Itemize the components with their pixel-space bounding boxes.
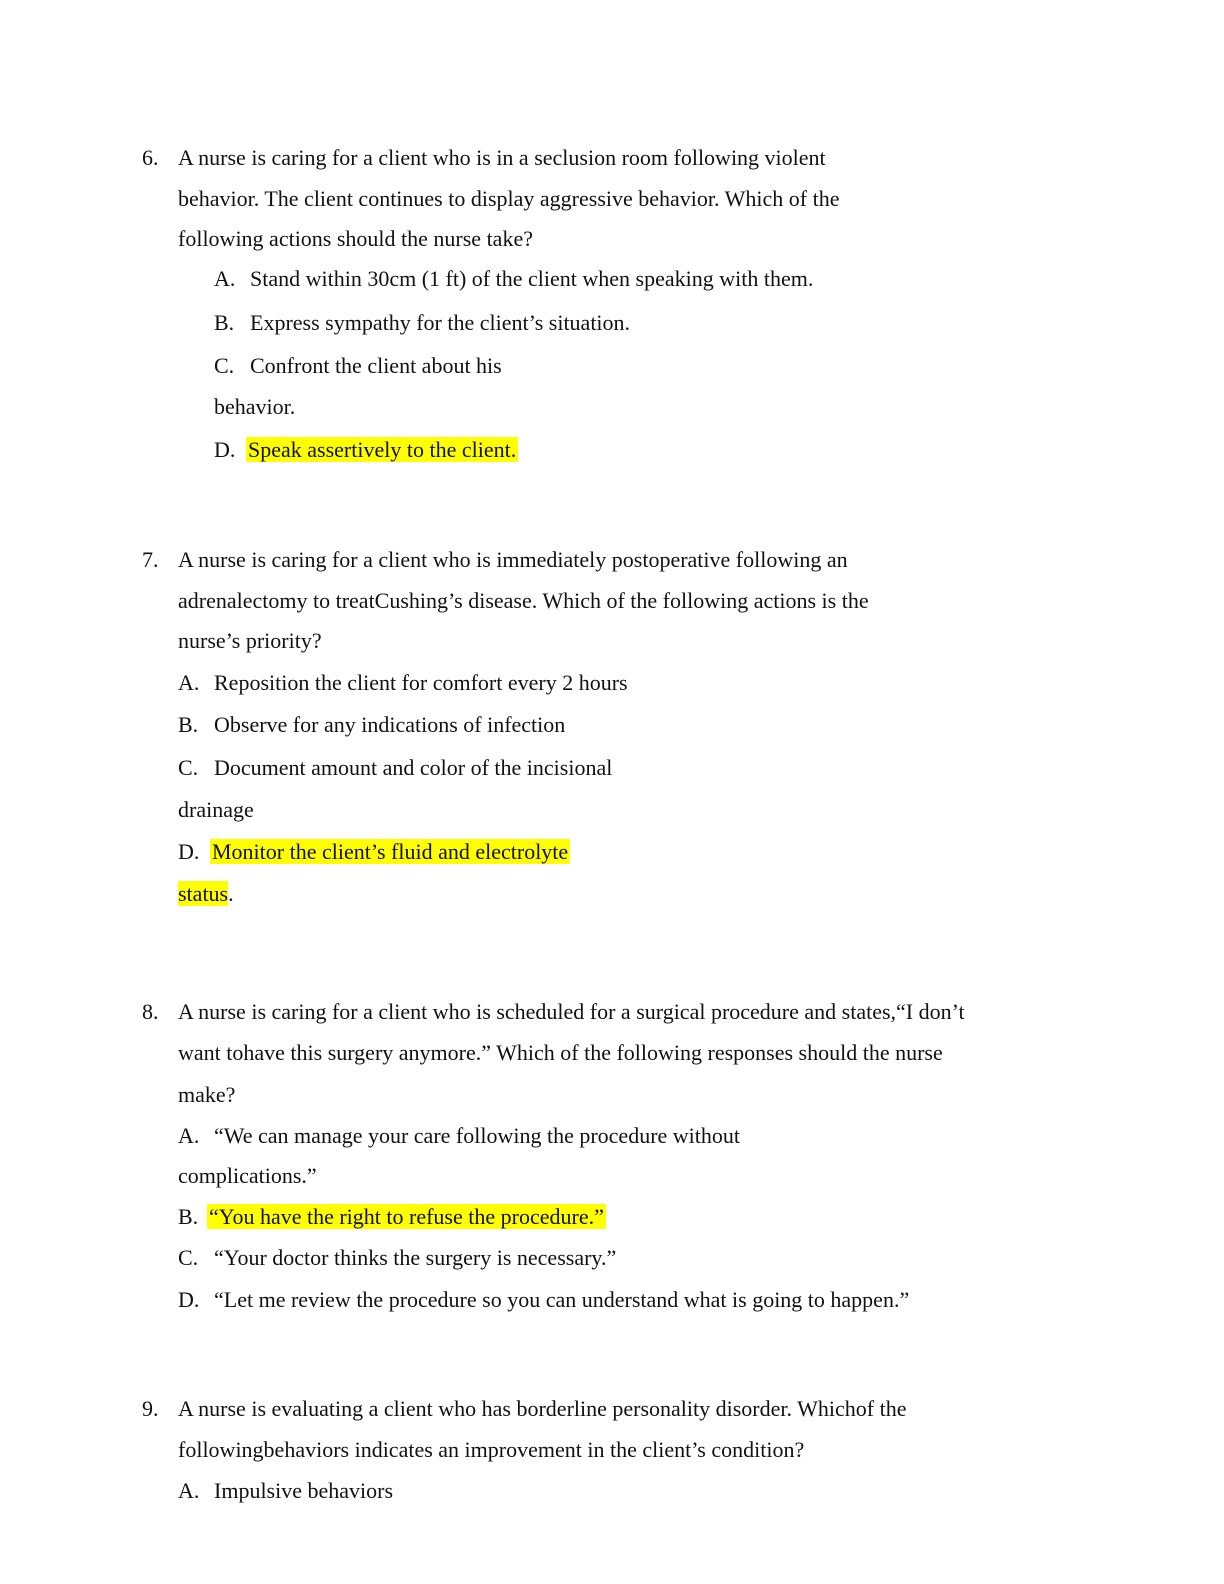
question-stem: A nurse is caring for a client who is in a seclusion room following violent [178, 145, 826, 170]
option-letter: A. [178, 1478, 200, 1503]
option-b: Observe for any indications of infection [214, 712, 566, 737]
option-d-correct [246, 436, 518, 464]
question-stem: followingbehaviors indicates an improvement in the client’s condition? [178, 1437, 805, 1462]
question-stem: make? [178, 1082, 236, 1107]
question-stem: A nurse is caring for a client who is immediately postoperative following an [178, 547, 848, 572]
question-stem: A nurse is caring for a client who is scheduled for a surgical procedure and states,“I don’t [178, 999, 965, 1024]
option-letter: B. [178, 1204, 199, 1229]
answer-highlight: status [178, 881, 229, 906]
option-c: Confront the client about his [250, 353, 502, 378]
option-letter: D. [214, 437, 236, 462]
option-c-continued: behavior. [214, 394, 296, 419]
option-d: “Let me review the procedure so you can understand what is going to happen.” [214, 1287, 910, 1312]
question-stem: nurse’s priority? [178, 628, 322, 653]
answer-highlight: Monitor the client’s fluid and electrolyte [212, 839, 569, 864]
option-letter: C. [178, 755, 199, 780]
option-a: Impulsive behaviors [214, 1478, 394, 1503]
option-letter: C. [178, 1245, 199, 1270]
option-d-continued: status. [178, 881, 234, 906]
question-number: 7. [142, 547, 159, 572]
option-c: Document amount and color of the incisional [214, 755, 613, 780]
option-letter: A. [178, 1123, 200, 1148]
question-stem: adrenalectomy to treatCushing’s disease. Which of the following actions is the [178, 588, 869, 613]
option-c: “Your doctor thinks the surgery is necessary.” [214, 1245, 617, 1270]
option-c-continued: drainage [178, 797, 254, 822]
option-letter: D. [178, 1287, 200, 1312]
question-number: 8. [142, 999, 159, 1024]
option-letter: C. [214, 353, 235, 378]
option-letter: D. [178, 839, 200, 864]
option-b: Express sympathy for the client’s situation. [250, 310, 631, 335]
option-d-correct [210, 838, 570, 866]
option-letter: B. [178, 712, 199, 737]
option-letter: A. [214, 266, 236, 291]
question-stem: want tohave this surgery anymore.” Which of the following responses should the nurse [178, 1040, 943, 1065]
option-b-correct [207, 1203, 606, 1231]
option-a: Stand within 30cm (1 ft) of the client when speaking with them. [250, 266, 814, 291]
option-a: “We can manage your care following the procedure without [214, 1123, 741, 1148]
answer-highlight: “You have the right to refuse the procedure.” [209, 1204, 604, 1229]
option-letter: B. [214, 310, 235, 335]
option-a-continued: complications.” [178, 1163, 317, 1188]
option-letter: A. [178, 670, 200, 695]
question-stem: behavior. The client continues to display aggressive behavior. Which of the [178, 186, 840, 211]
answer-highlight: Speak assertively to the client. [248, 437, 517, 462]
option-a: Reposition the client for comfort every 2 hours [214, 670, 628, 695]
question-number: 9. [142, 1396, 159, 1421]
question-number: 6. [142, 145, 159, 170]
question-stem: A nurse is evaluating a client who has borderline personality disorder. Whichof the [178, 1396, 907, 1421]
question-stem: following actions should the nurse take? [178, 226, 533, 251]
